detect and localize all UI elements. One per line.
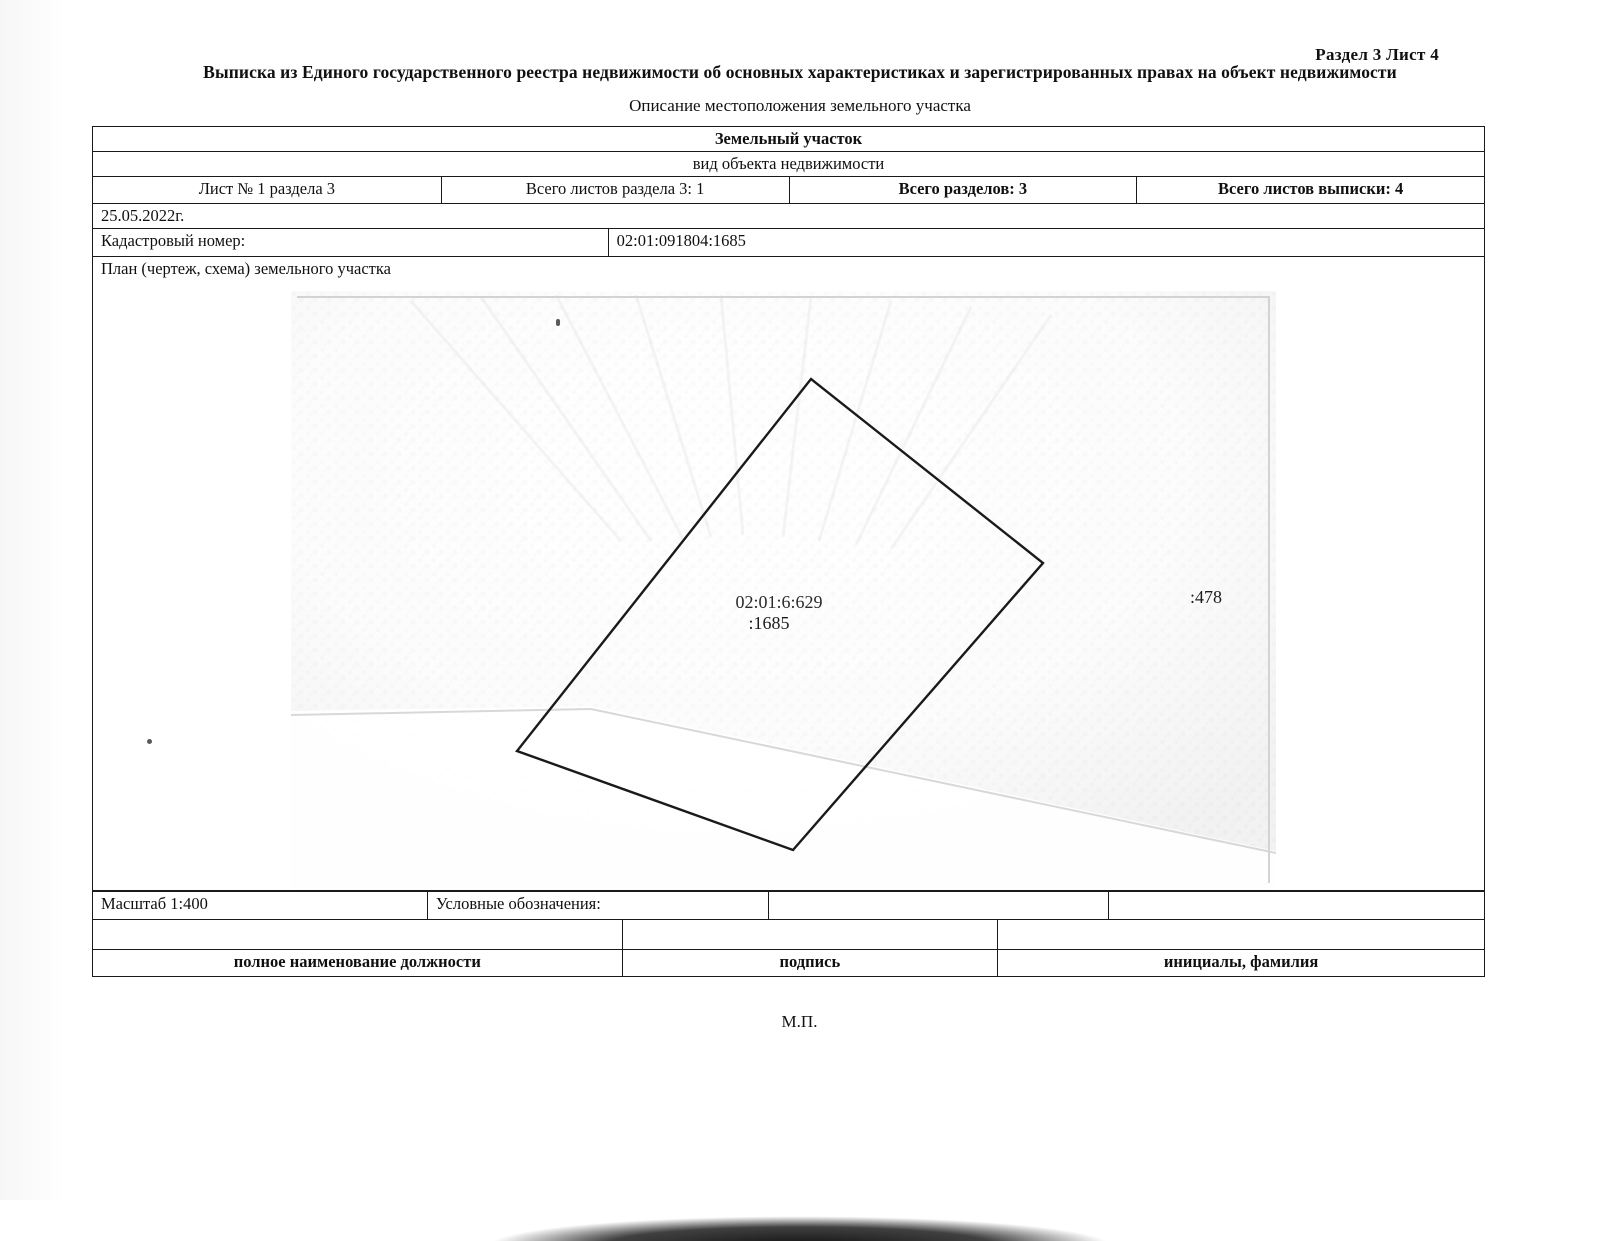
plan-drawing-area: [92, 283, 1485, 891]
legend-value: [768, 892, 1109, 919]
table-row-signature-captions: [92, 949, 1485, 977]
caption-signature: подпись: [622, 950, 998, 976]
signature-blank-sign[interactable]: [622, 920, 998, 949]
page-title: Выписка из Единого государственного реестра недвижимости об основных характеристиках и зарегистрированных правах на объект недвижимости: [203, 62, 1397, 82]
neighbour-label: :478: [1189, 587, 1223, 607]
object-type-label: вид объекта недвижимости: [692, 154, 885, 173]
table-row-scale: [92, 891, 1485, 919]
cadastral-label: Кадастровый номер:: [101, 231, 246, 250]
total-sheets-extract: Всего листов выписки: 4: [1136, 177, 1484, 203]
sheet-number: Лист № 1 раздела 3: [198, 179, 336, 198]
map-scale: Масштаб 1:400: [101, 894, 208, 913]
object-type-value: Земельный участок: [714, 129, 863, 148]
table-row-date: [92, 203, 1485, 228]
section-marker: Раздел 3 Лист 4: [1315, 45, 1439, 64]
cadastral-number: 02:01:091804:1685: [608, 229, 1484, 256]
table-row-object-type-label: [92, 151, 1485, 176]
caption-initials: инициалы, фамилия: [997, 950, 1484, 976]
parcel-label-line1: 02:01:6:629: [735, 592, 823, 612]
table-row-sheet-counts: [92, 176, 1485, 203]
table-row-cadastral: [92, 228, 1485, 256]
scan-bottom-shadow: [0, 1199, 1599, 1241]
signature-blank-position[interactable]: [93, 920, 622, 949]
scan-speck: [556, 319, 560, 326]
scan-speck: [147, 739, 152, 744]
table-row-object-type: [92, 126, 1485, 151]
caption-position: полное наименование должности: [233, 952, 481, 971]
legend-label: Условные обозначения:: [427, 892, 768, 919]
table-row-signature-blanks: [92, 919, 1485, 949]
total-sections: Всего разделов: 3: [789, 177, 1137, 203]
signature-blank-initials[interactable]: [997, 920, 1484, 949]
extract-date: 25.05.2022г.: [101, 206, 185, 225]
extract-table: [92, 126, 1485, 977]
stamp-label: М.П.: [781, 1012, 818, 1031]
table-row-plan-label: [92, 256, 1485, 283]
total-sheets-section: Всего листов раздела 3: 1: [441, 177, 789, 203]
cadastral-map: [291, 291, 1276, 891]
plan-label: План (чертеж, схема) земельного участка: [101, 259, 391, 278]
page-subtitle: Описание местоположения земельного участка: [629, 96, 971, 115]
parcel-label-line2: :1685: [748, 613, 790, 633]
legend-extra: [1108, 892, 1484, 919]
